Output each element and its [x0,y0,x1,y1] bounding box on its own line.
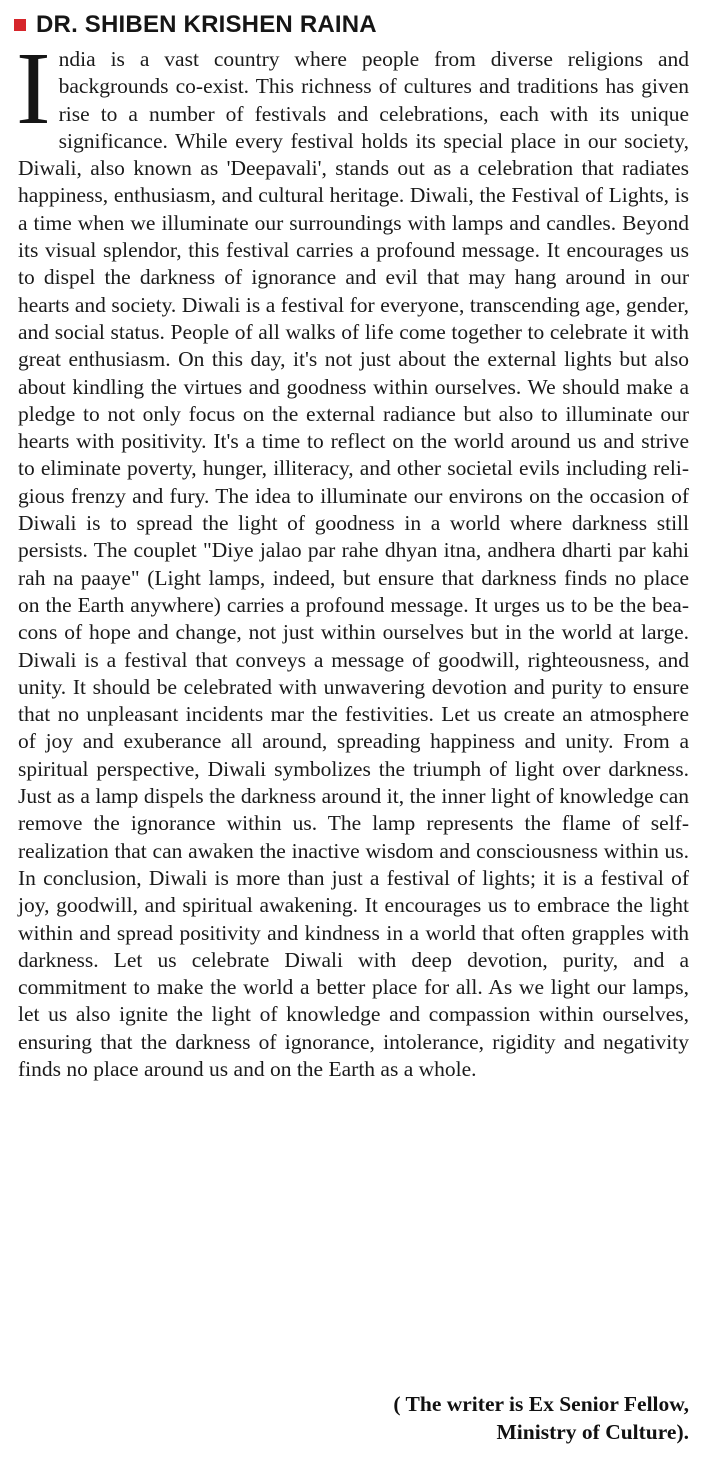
article-body [16,31,689,1083]
drop-cap: I [16,31,51,146]
credit-line-1: ( The writer is Ex Senior Fellow, [393,1392,689,1416]
red-square-marker-icon [14,19,26,31]
credit-line-2: Ministry of Culture). [496,1420,689,1444]
author-name: DR. SHIBEN KRISHEN RAINA [36,11,377,38]
byline [14,12,377,38]
writer-credit [393,1390,689,1446]
article-paragraph: ndia is a vast country where people from diverse religions and backgrounds co-exist. This richness of cultures and traditions has given rise to a number of festivals and celebrations, each with its unique significance. While every festival holds its special place in our society, Diwali, also known as 'Deepavali', stands out as a celebration that radiates happiness, enthusiasm, and cultural heritage. Diwali, the Festival of Lights, is a time when we illuminate our surroundings with lamps and candles. Beyond its visual splendor, this festival carries a profound message. It encourages us to dispel the darkness of ignorance and evil that may hang around in our hearts and society. Diwali is a festival for everyone, transcending age, gender, and social status. People of all walks of life come together to celebrate it with great enthusiasm. On this day, it's not just about the external lights but also about kindling the virtues and goodness within ourselves. We should make a pledge to not only focus on the external radiance but also to illuminate our hearts with positivity. It's a time to reflect on the world around us and strive to eliminate poverty, hunger, illiteracy, and other societal evils including religious frenzy and fury. The idea to illuminate our environs on the occasion of Diwali is to spread the light of goodness in a world where darkness still persists. The couplet "Diye jalao par rahe dhyan itna, andhera dharti par kahi rah na paaye" (Light lamps, indeed, but ensure that darkness finds no place on the Earth anywhere) carries a profound message. It urges us to be the beacons of hope and change, not just within ourselves but in the world at large. Diwali is a festival that conveys a message of goodwill, righteousness, and unity. It should be celebrated with unwavering devotion and purity to ensure that no unpleasant incidents mar the festivities. Let us create an atmosphere of joy and exuberance all around, spreading happiness and unity. From a spiritual perspective, Diwali symbolizes the triumph of light over darkness. Just as a lamp dispels the darkness around it, the inner light of knowledge can remove the ignorance within us. The lamp represents the flame of self-realization that can awaken the inactive wisdom and consciousness within us. In conclusion, Diwali is more than just a festival of lights; it is a festival of joy, goodwill, and spiritual awakening. It encourages us to embrace the light within and spread positivity and kindness in a world that often grapples with darkness. Let us celebrate Diwali with deep devotion, purity, and a commitment to make the world a better place for all. As we light our lamps, let us also ignite the light of knowledge and compassion within ourselves, ensuring that the darkness of ignorance, intolerance, rigidity and negativity finds no place around us and on the Earth as a whole. [18,47,689,1081]
